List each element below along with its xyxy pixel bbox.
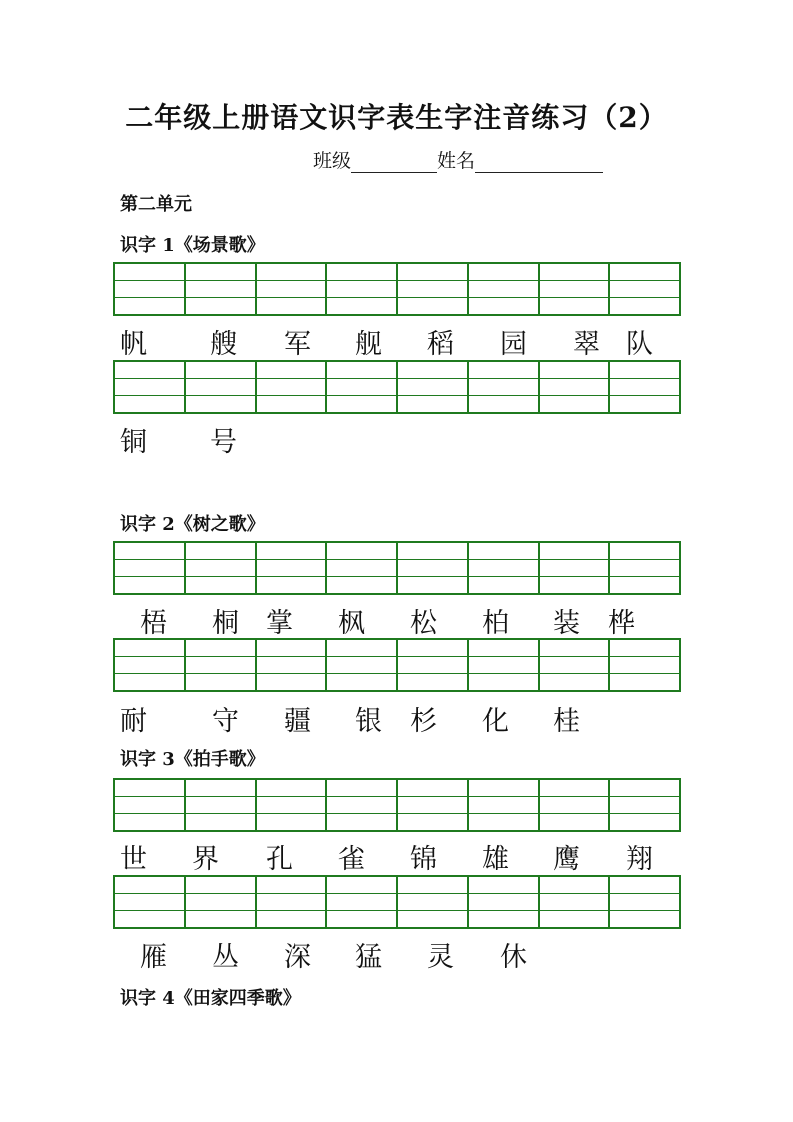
pinyin-writing-line <box>186 657 255 674</box>
pinyin-writing-line <box>257 674 326 690</box>
pinyin-writing-line <box>610 560 679 577</box>
pinyin-writing-line <box>540 674 609 690</box>
pinyin-writing-line <box>610 281 679 298</box>
pinyin-cell[interactable] <box>540 543 611 593</box>
pinyin-writing-line <box>327 264 396 281</box>
hanzi-character: 稻 <box>427 329 454 360</box>
pinyin-writing-line <box>540 577 609 593</box>
pinyin-writing-line <box>257 264 326 281</box>
hanzi-character: 柏 <box>482 608 509 639</box>
pinyin-cell[interactable] <box>186 640 257 690</box>
pinyin-writing-line <box>398 894 467 911</box>
pinyin-cell[interactable] <box>327 877 398 927</box>
pinyin-writing-line <box>398 640 467 657</box>
pinyin-writing-line <box>115 577 184 593</box>
hanzi-character: 孔 <box>266 844 293 875</box>
pinyin-cell[interactable] <box>540 640 611 690</box>
pinyin-writing-line <box>115 379 184 396</box>
unit-heading: 第二单元 <box>120 194 192 215</box>
hanzi-character: 雁 <box>140 942 167 973</box>
pinyin-cell[interactable] <box>540 877 611 927</box>
hanzi-character: 翠 <box>573 329 600 360</box>
pinyin-writing-line <box>540 560 609 577</box>
pinyin-writing-line <box>469 379 538 396</box>
pinyin-writing-line <box>257 560 326 577</box>
pinyin-writing-line <box>398 543 467 560</box>
hanzi-character: 号 <box>210 427 237 458</box>
pinyin-writing-line <box>115 814 184 830</box>
pinyin-writing-line <box>610 640 679 657</box>
pinyin-writing-line <box>115 877 184 894</box>
pinyin-writing-line <box>327 298 396 314</box>
pinyin-writing-line <box>257 362 326 379</box>
pinyin-cell[interactable] <box>540 362 611 412</box>
pinyin-writing-line <box>257 797 326 814</box>
hanzi-character: 灵 <box>427 942 454 973</box>
pinyin-writing-line <box>115 640 184 657</box>
hanzi-character: 枫 <box>338 608 365 639</box>
pinyin-writing-line <box>540 379 609 396</box>
pinyin-writing-line <box>540 911 609 927</box>
pinyin-writing-line <box>469 298 538 314</box>
pinyin-writing-line <box>186 543 255 560</box>
pinyin-writing-line <box>610 543 679 560</box>
hanzi-character: 丛 <box>212 942 239 973</box>
pinyin-grid[interactable] <box>113 778 681 832</box>
pinyin-cell[interactable] <box>327 780 398 830</box>
pinyin-writing-line <box>115 674 184 690</box>
hanzi-character: 鹰 <box>553 844 580 875</box>
pinyin-cell[interactable] <box>327 640 398 690</box>
pinyin-writing-line <box>186 894 255 911</box>
pinyin-writing-line <box>469 780 538 797</box>
pinyin-writing-line <box>540 396 609 412</box>
pinyin-writing-line <box>469 640 538 657</box>
pinyin-writing-line <box>469 894 538 911</box>
pinyin-writing-line <box>540 543 609 560</box>
hanzi-character: 杉 <box>410 706 437 737</box>
pinyin-writing-line <box>469 560 538 577</box>
pinyin-cell[interactable] <box>398 362 469 412</box>
pinyin-writing-line <box>398 577 467 593</box>
pinyin-cell[interactable] <box>186 877 257 927</box>
pinyin-writing-line <box>540 814 609 830</box>
pinyin-writing-line <box>540 362 609 379</box>
pinyin-writing-line <box>257 281 326 298</box>
pinyin-writing-line <box>186 640 255 657</box>
lesson-heading: 识字 2《树之歌》 <box>120 514 265 535</box>
pinyin-writing-line <box>327 674 396 690</box>
pinyin-writing-line <box>469 877 538 894</box>
pinyin-writing-line <box>257 379 326 396</box>
pinyin-writing-line <box>398 264 467 281</box>
pinyin-writing-line <box>610 780 679 797</box>
pinyin-writing-line <box>540 894 609 911</box>
pinyin-writing-line <box>257 543 326 560</box>
hanzi-character: 深 <box>284 942 311 973</box>
pinyin-writing-line <box>540 797 609 814</box>
pinyin-cell[interactable] <box>398 640 469 690</box>
hanzi-character: 银 <box>355 706 382 737</box>
pinyin-cell[interactable] <box>540 780 611 830</box>
pinyin-cell[interactable] <box>115 362 186 412</box>
pinyin-writing-line <box>398 674 467 690</box>
pinyin-writing-line <box>398 911 467 927</box>
student-info-line <box>313 146 603 173</box>
lesson-heading: 识字 4《田家四季歌》 <box>120 988 301 1009</box>
hanzi-character: 桦 <box>608 608 635 639</box>
pinyin-grid[interactable] <box>113 875 681 929</box>
pinyin-writing-line <box>327 877 396 894</box>
pinyin-cell[interactable] <box>610 640 679 690</box>
pinyin-writing-line <box>398 657 467 674</box>
pinyin-cell[interactable] <box>115 780 186 830</box>
pinyin-writing-line <box>186 797 255 814</box>
pinyin-writing-line <box>398 396 467 412</box>
pinyin-writing-line <box>398 281 467 298</box>
hanzi-character: 化 <box>482 706 509 737</box>
pinyin-writing-line <box>610 298 679 314</box>
pinyin-writing-line <box>115 780 184 797</box>
pinyin-writing-line <box>186 379 255 396</box>
pinyin-writing-line <box>257 814 326 830</box>
pinyin-writing-line <box>327 362 396 379</box>
pinyin-writing-line <box>540 877 609 894</box>
pinyin-writing-line <box>469 281 538 298</box>
pinyin-cell[interactable] <box>257 362 328 412</box>
pinyin-cell[interactable] <box>469 877 540 927</box>
pinyin-writing-line <box>469 577 538 593</box>
pinyin-grid[interactable] <box>113 541 681 595</box>
pinyin-writing-line <box>115 362 184 379</box>
pinyin-writing-line <box>327 543 396 560</box>
pinyin-cell[interactable] <box>257 780 328 830</box>
pinyin-cell[interactable] <box>398 780 469 830</box>
pinyin-writing-line <box>186 298 255 314</box>
pinyin-writing-line <box>115 396 184 412</box>
pinyin-cell[interactable] <box>610 543 679 593</box>
pinyin-writing-line <box>186 281 255 298</box>
hanzi-character: 队 <box>626 329 653 360</box>
pinyin-cell[interactable] <box>257 877 328 927</box>
pinyin-writing-line <box>257 894 326 911</box>
pinyin-writing-line <box>186 560 255 577</box>
pinyin-writing-line <box>327 797 396 814</box>
pinyin-writing-line <box>469 797 538 814</box>
pinyin-writing-line <box>469 814 538 830</box>
hanzi-character: 园 <box>500 329 527 360</box>
pinyin-cell[interactable] <box>257 640 328 690</box>
pinyin-cell[interactable] <box>610 877 679 927</box>
hanzi-character: 猛 <box>355 942 382 973</box>
pinyin-writing-line <box>327 814 396 830</box>
pinyin-writing-line <box>115 894 184 911</box>
hanzi-character: 锦 <box>410 844 437 875</box>
class-label: 班级 <box>313 150 352 172</box>
pinyin-writing-line <box>610 814 679 830</box>
hanzi-character: 休 <box>500 942 527 973</box>
pinyin-writing-line <box>327 281 396 298</box>
pinyin-writing-line <box>540 657 609 674</box>
pinyin-writing-line <box>115 281 184 298</box>
pinyin-cell[interactable] <box>257 543 328 593</box>
pinyin-writing-line <box>257 657 326 674</box>
pinyin-writing-line <box>398 780 467 797</box>
hanzi-character: 艘 <box>210 329 237 360</box>
pinyin-cell[interactable] <box>469 543 540 593</box>
pinyin-writing-line <box>469 396 538 412</box>
pinyin-cell[interactable] <box>469 780 540 830</box>
pinyin-cell[interactable] <box>115 640 186 690</box>
pinyin-writing-line <box>327 911 396 927</box>
pinyin-writing-line <box>610 674 679 690</box>
pinyin-cell[interactable] <box>610 780 679 830</box>
pinyin-writing-line <box>257 396 326 412</box>
pinyin-writing-line <box>327 657 396 674</box>
hanzi-character: 疆 <box>284 706 311 737</box>
page-title: 二年级上册语文识字表生字注音练习（2） <box>125 101 668 134</box>
pinyin-writing-line <box>327 780 396 797</box>
pinyin-writing-line <box>115 543 184 560</box>
pinyin-grid[interactable] <box>113 360 681 414</box>
pinyin-cell[interactable] <box>115 264 186 314</box>
pinyin-cell[interactable] <box>257 264 328 314</box>
pinyin-writing-line <box>540 298 609 314</box>
pinyin-cell[interactable] <box>115 877 186 927</box>
hanzi-character: 界 <box>192 844 219 875</box>
pinyin-writing-line <box>469 543 538 560</box>
pinyin-writing-line <box>469 264 538 281</box>
hanzi-character: 梧 <box>140 608 167 639</box>
hanzi-character: 雄 <box>482 844 509 875</box>
pinyin-writing-line <box>327 379 396 396</box>
pinyin-writing-line <box>469 674 538 690</box>
pinyin-writing-line <box>610 379 679 396</box>
lesson-heading: 识字 3《拍手歌》 <box>120 749 265 770</box>
pinyin-writing-line <box>398 298 467 314</box>
pinyin-writing-line <box>257 577 326 593</box>
pinyin-writing-line <box>610 657 679 674</box>
pinyin-grid[interactable] <box>113 638 681 692</box>
hanzi-character: 雀 <box>338 844 365 875</box>
pinyin-writing-line <box>610 577 679 593</box>
pinyin-cell[interactable] <box>327 362 398 412</box>
pinyin-writing-line <box>610 877 679 894</box>
pinyin-writing-line <box>186 877 255 894</box>
pinyin-writing-line <box>186 264 255 281</box>
pinyin-writing-line <box>469 362 538 379</box>
pinyin-cell[interactable] <box>469 264 540 314</box>
hanzi-character: 翔 <box>626 844 653 875</box>
pinyin-writing-line <box>257 640 326 657</box>
lesson-heading: 识字 1《场景歌》 <box>120 235 265 256</box>
pinyin-writing-line <box>186 674 255 690</box>
hanzi-character: 装 <box>553 608 580 639</box>
pinyin-cell[interactable] <box>186 264 257 314</box>
pinyin-grid[interactable] <box>113 262 681 316</box>
pinyin-writing-line <box>398 797 467 814</box>
pinyin-writing-line <box>257 780 326 797</box>
class-blank[interactable] <box>351 150 437 173</box>
pinyin-cell[interactable] <box>115 543 186 593</box>
pinyin-writing-line <box>186 362 255 379</box>
hanzi-character: 铜 <box>120 427 147 458</box>
pinyin-cell[interactable] <box>469 362 540 412</box>
pinyin-writing-line <box>610 911 679 927</box>
pinyin-writing-line <box>610 797 679 814</box>
pinyin-writing-line <box>610 894 679 911</box>
pinyin-writing-line <box>327 640 396 657</box>
pinyin-cell[interactable] <box>610 362 679 412</box>
pinyin-cell[interactable] <box>186 362 257 412</box>
pinyin-writing-line <box>540 640 609 657</box>
hanzi-character: 松 <box>410 608 437 639</box>
pinyin-writing-line <box>610 362 679 379</box>
pinyin-cell[interactable] <box>469 640 540 690</box>
name-blank[interactable] <box>475 150 603 173</box>
pinyin-writing-line <box>398 877 467 894</box>
pinyin-cell[interactable] <box>327 543 398 593</box>
pinyin-cell[interactable] <box>398 877 469 927</box>
hanzi-character: 军 <box>284 329 311 360</box>
pinyin-writing-line <box>115 264 184 281</box>
pinyin-cell[interactable] <box>540 264 611 314</box>
hanzi-character: 耐 <box>120 706 147 737</box>
hanzi-character: 守 <box>212 706 239 737</box>
pinyin-writing-line <box>540 264 609 281</box>
pinyin-cell[interactable] <box>398 264 469 314</box>
pinyin-writing-line <box>398 814 467 830</box>
pinyin-writing-line <box>115 911 184 927</box>
pinyin-writing-line <box>327 577 396 593</box>
pinyin-cell[interactable] <box>186 543 257 593</box>
pinyin-writing-line <box>186 911 255 927</box>
pinyin-writing-line <box>186 396 255 412</box>
pinyin-writing-line <box>115 797 184 814</box>
hanzi-character: 世 <box>120 844 147 875</box>
pinyin-writing-line <box>540 281 609 298</box>
pinyin-writing-line <box>398 379 467 396</box>
hanzi-character: 掌 <box>266 608 293 639</box>
pinyin-writing-line <box>257 298 326 314</box>
pinyin-cell[interactable] <box>186 780 257 830</box>
hanzi-character: 舰 <box>355 329 382 360</box>
pinyin-writing-line <box>186 577 255 593</box>
pinyin-writing-line <box>115 560 184 577</box>
hanzi-character: 桐 <box>212 608 239 639</box>
hanzi-character: 帆 <box>120 329 147 360</box>
pinyin-writing-line <box>327 560 396 577</box>
pinyin-writing-line <box>398 560 467 577</box>
pinyin-cell[interactable] <box>610 264 679 314</box>
pinyin-writing-line <box>469 657 538 674</box>
pinyin-writing-line <box>469 911 538 927</box>
pinyin-writing-line <box>257 911 326 927</box>
pinyin-writing-line <box>115 657 184 674</box>
pinyin-writing-line <box>610 396 679 412</box>
pinyin-writing-line <box>610 264 679 281</box>
hanzi-character: 桂 <box>553 706 580 737</box>
pinyin-writing-line <box>186 780 255 797</box>
pinyin-writing-line <box>327 894 396 911</box>
pinyin-cell[interactable] <box>398 543 469 593</box>
pinyin-writing-line <box>398 362 467 379</box>
pinyin-writing-line <box>540 780 609 797</box>
pinyin-writing-line <box>327 396 396 412</box>
name-label: 姓名 <box>437 150 476 172</box>
pinyin-writing-line <box>257 877 326 894</box>
pinyin-writing-line <box>186 814 255 830</box>
pinyin-writing-line <box>115 298 184 314</box>
pinyin-cell[interactable] <box>327 264 398 314</box>
